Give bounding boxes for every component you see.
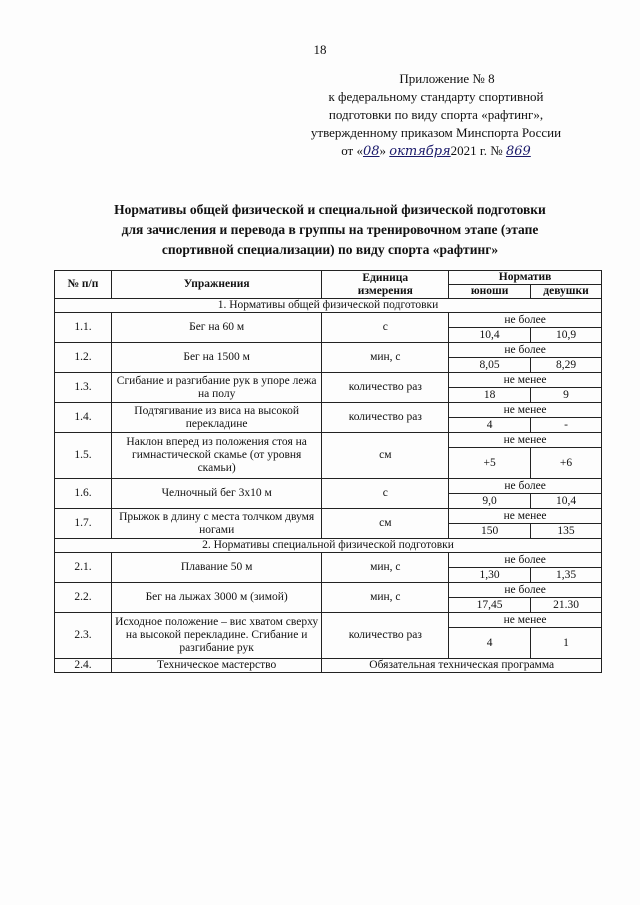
- title-line-3: спортивной специализации) по виду спорта «рафтинг»: [161, 242, 499, 257]
- row-girls-value: 21.30: [531, 598, 602, 613]
- row-num: 1.3.: [55, 373, 112, 403]
- title-line-2: для зачисления и перевода в группы на тренировочном этапе (этапе: [121, 222, 539, 237]
- row-boys-value: 10,4: [449, 328, 531, 343]
- row-condition: не менее: [449, 373, 602, 388]
- row-girls-value: +6: [531, 448, 602, 479]
- row-boys-value: 17,45: [449, 598, 531, 613]
- row-exercise: Сгибание и разгибание рук в упоре лежа на полу: [111, 373, 322, 403]
- row-exercise: Бег на лыжах 3000 м (зимой): [111, 583, 322, 613]
- row-exercise: Техническое мастерство: [111, 659, 322, 673]
- row-exercise: Прыжок в длину с места толчком двумя ногами: [111, 509, 322, 539]
- row-girls-value: 135: [531, 524, 602, 539]
- row-girls-value: 10,9: [531, 328, 602, 343]
- row-unit: мин, с: [322, 583, 449, 613]
- header-num: № п/п: [55, 271, 112, 299]
- section-2-heading: 2. Нормативы специальной физической подготовки: [55, 539, 602, 553]
- row-num: 1.4.: [55, 403, 112, 433]
- appendix-line-3: подготовки по виду спорта «рафтинг»,: [328, 107, 544, 122]
- row-num: 2.2.: [55, 583, 112, 613]
- row-unit: см: [322, 433, 449, 479]
- date-mid: »: [379, 143, 387, 158]
- row-boys-value: 4: [449, 628, 531, 659]
- row-exercise: Исходное положение – вис хватом сверху на высокой перекладине. Сгибание и разгибание рук: [111, 613, 322, 659]
- row-boys-value: 9,0: [449, 494, 531, 509]
- title-line-1: Нормативы общей физической и специальной физической подготовки: [114, 202, 546, 217]
- page-number: 18: [313, 42, 327, 57]
- appendix-line-4: утвержденному приказом Минспорта России: [310, 125, 562, 140]
- appendix-date-line: [286, 142, 586, 161]
- row-exercise: Плавание 50 м: [111, 553, 322, 583]
- row-condition: не менее: [449, 433, 602, 448]
- header-unit: Единица измерения: [322, 271, 449, 299]
- header-norm: Норматив: [449, 271, 602, 285]
- row-boys-value: 18: [449, 388, 531, 403]
- row-exercise: Подтягивание из виса на высокой перекладине: [111, 403, 322, 433]
- row-boys-value: 4: [449, 418, 531, 433]
- row-unit: мин, с: [322, 343, 449, 373]
- header-exercise: Упражнения: [111, 271, 322, 299]
- row-num: 1.7.: [55, 509, 112, 539]
- row-girls-value: 8,29: [531, 358, 602, 373]
- row-unit: мин, с: [322, 553, 449, 583]
- appendix-line-2: к федеральному стандарту спортивной: [328, 89, 544, 104]
- header-girls: девушки: [531, 285, 602, 299]
- header-boys: юноши: [449, 285, 531, 299]
- row-girls-value: 1: [531, 628, 602, 659]
- row-num: 1.5.: [55, 433, 112, 479]
- appendix-line-1: Приложение № 8: [399, 71, 495, 86]
- date-day-handwritten: 08: [362, 144, 380, 159]
- row-girls-value: 1,35: [531, 568, 602, 583]
- row-num: 1.1.: [55, 313, 112, 343]
- row-condition: не более: [449, 343, 602, 358]
- row-boys-value: +5: [449, 448, 531, 479]
- row-num: 2.1.: [55, 553, 112, 583]
- row-exercise: Наклон вперед из положения стоя на гимнастической скамье (от уровня скамьи): [111, 433, 322, 479]
- row-boys-value: 150: [449, 524, 531, 539]
- row-num: 2.4.: [55, 659, 112, 673]
- row-condition: не менее: [449, 509, 602, 524]
- row-exercise: Бег на 1500 м: [111, 343, 322, 373]
- date-month-handwritten: октября: [389, 144, 451, 159]
- date-prefix: от «: [341, 143, 363, 158]
- row-girls-value: -: [531, 418, 602, 433]
- row-condition: не более: [449, 313, 602, 328]
- norms-table: [54, 270, 602, 673]
- order-number-handwritten: 869: [505, 144, 531, 159]
- document-title: [60, 200, 600, 260]
- row-condition: не более: [449, 553, 602, 568]
- row-condition: не менее: [449, 613, 602, 628]
- row-girls-value: 9: [531, 388, 602, 403]
- row-unit: с: [322, 479, 449, 509]
- date-year: 2021 г. №: [450, 143, 503, 158]
- row-num: 1.6.: [55, 479, 112, 509]
- row-unit: количество раз: [322, 403, 449, 433]
- row-exercise: Челночный бег 3x10 м: [111, 479, 322, 509]
- row-unit: количество раз: [322, 613, 449, 659]
- appendix-header: [286, 70, 586, 161]
- row-num: 1.2.: [55, 343, 112, 373]
- row-num: 2.3.: [55, 613, 112, 659]
- row-program-value: Обязательная техническая программа: [322, 659, 602, 673]
- row-unit: с: [322, 313, 449, 343]
- row-unit: см: [322, 509, 449, 539]
- row-condition: не более: [449, 583, 602, 598]
- row-condition: не более: [449, 479, 602, 494]
- row-exercise: Бег на 60 м: [111, 313, 322, 343]
- row-unit: количество раз: [322, 373, 449, 403]
- row-boys-value: 8,05: [449, 358, 531, 373]
- row-boys-value: 1,30: [449, 568, 531, 583]
- section-1-heading: 1. Нормативы общей физической подготовки: [55, 299, 602, 313]
- row-condition: не менее: [449, 403, 602, 418]
- row-girls-value: 10,4: [531, 494, 602, 509]
